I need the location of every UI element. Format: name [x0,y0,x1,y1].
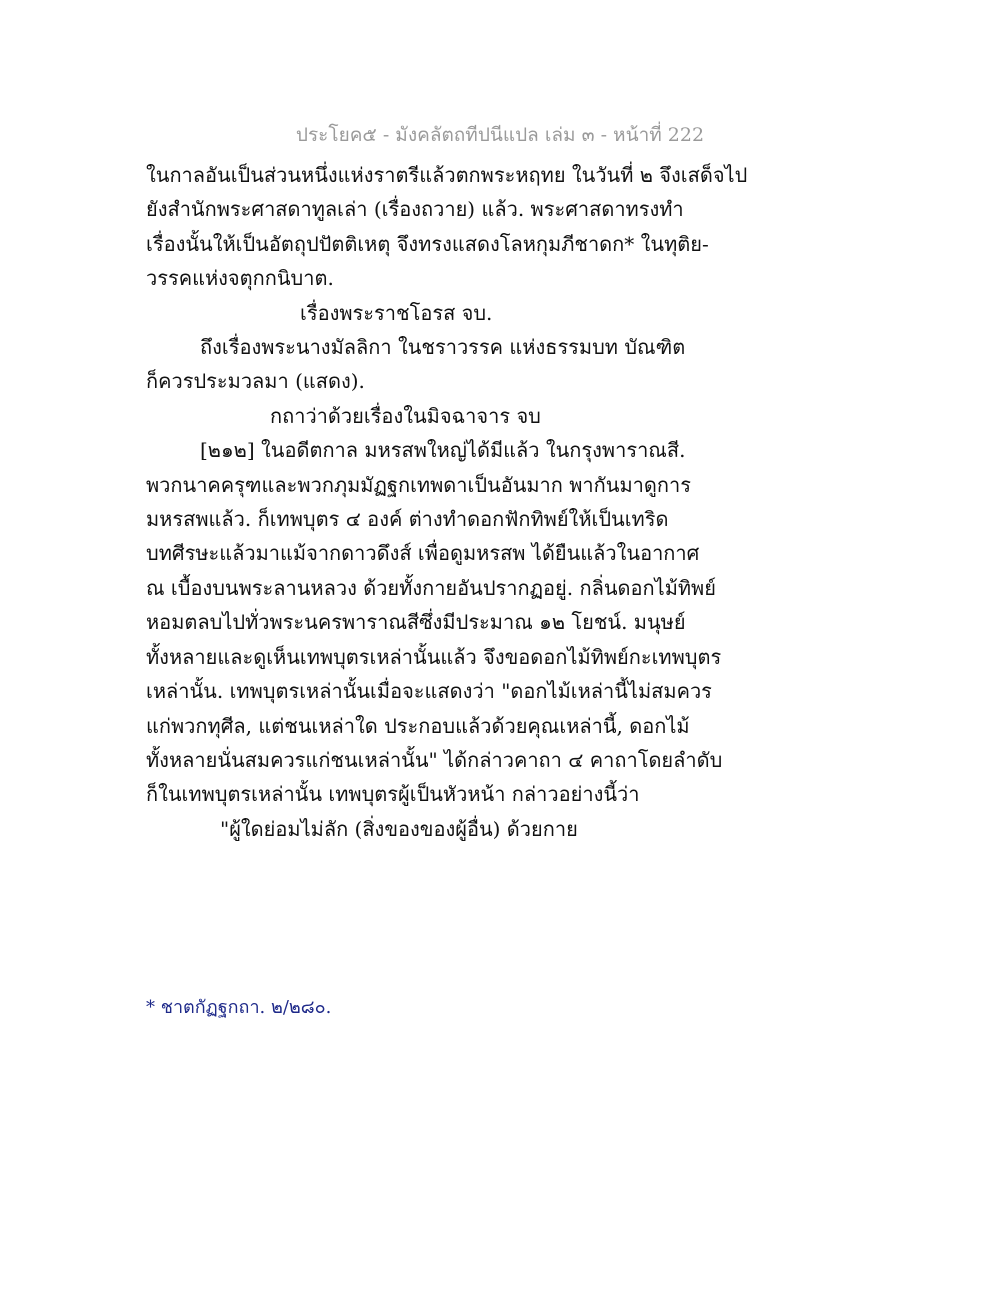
text-line: ก็ควรประมวลมา (แสดง). [146,369,365,394]
text-line: เรื่องนั้นให้เป็นอัตถุปปัตติเหตุ จึงทรงแสดงโลหกุมภีชาดก* ในทุติย- [146,231,709,256]
text-line: หอมตลบไปทั่วพระนครพาราณสีซึ่งมีประมาณ ๑๒ โยชน์. มนุษย์ [146,610,686,635]
text-line: ณ เบื้องบนพระลานหลวง ด้วยทั้งกายอันปรากฏอยู่. กลิ่นดอกไม้ทิพย์ [146,575,716,600]
story-end-heading: เรื่องพระราชโอรส จบ. [300,300,493,325]
text-line: ถึงเรื่องพระนางมัลลิกา ในชราวรรค แห่งธรรมบท บัณฑิต [200,335,686,360]
text-line: บทศีรษะแล้วมาแม้จากดาวดึงส์ เพื่อดูมหรสพ ได้ยืนแล้วในอากาศ [146,541,700,566]
body-text [146,158,786,846]
text-line: วรรคแห่งจตุกกนิบาต. [146,266,334,291]
text-line: เหล่านั้น. เทพบุตรเหล่านั้นเมื่อจะแสดงว่า "ดอกไม้เหล่านี้ไม่สมควร [146,679,712,704]
text-line: ก็ในเทพบุตรเหล่านั้น เทพบุตรผู้เป็นหัวหน้า กล่าวอย่างนี้ว่า [146,782,640,807]
footnote: * ชาตกัฏฐกถา. ๒/๒๘๐. [146,997,332,1018]
paragraph-start-line: [๒๑๒] ในอดีตกาล มหรสพใหญ่ได้มีแล้ว ในกรุงพาราณสี. [200,438,686,463]
text-line: ทั้งหลายนั่นสมควรแก่ชนเหล่านั้น" ได้กล่าวคาถา ๔ คาถาโดยลำดับ [146,747,723,772]
section-end-heading: กถาว่าด้วยเรื่องในมิจฉาจาร จบ [270,403,541,428]
page-header: ประโยค๕ - มังคลัตถทีปนีแปล เล่ม ๓ - หน้าที่ 222 [295,124,705,146]
text-line: ยังสำนักพระศาสดาทูลเล่า (เรื่องถวาย) แล้ว. พระศาสดาทรงทำ [146,197,684,222]
verse-line: "ผู้ใดย่อมไม่ลัก (สิ่งของของผู้อื่น) ด้วยกาย [220,816,578,841]
text-line: แก่พวกทุศีล, แต่ชนเหล่าใด ประกอบแล้วด้วยคุณเหล่านี้, ดอกไม้ [146,713,690,738]
text-line: ทั้งหลายและดูเห็นเทพบุตรเหล่านั้นแล้ว จึงขอดอกไม้ทิพย์กะเทพบุตร [146,644,722,669]
text-line: ในกาลอันเป็นส่วนหนึ่งแห่งราตรีแล้วตกพระหฤทย ในวันที่ ๒ จึงเสด็จไป [146,163,748,187]
text-line: พวกนาคครุฑและพวกภุมมัฏฐกเทพดาเป็นอันมาก พากันมาดูการ [146,472,691,497]
text-line: มหรสพแล้ว. ก็เทพบุตร ๔ องค์ ต่างทำดอกฟักทิพย์ให้เป็นเทริด [146,507,669,532]
